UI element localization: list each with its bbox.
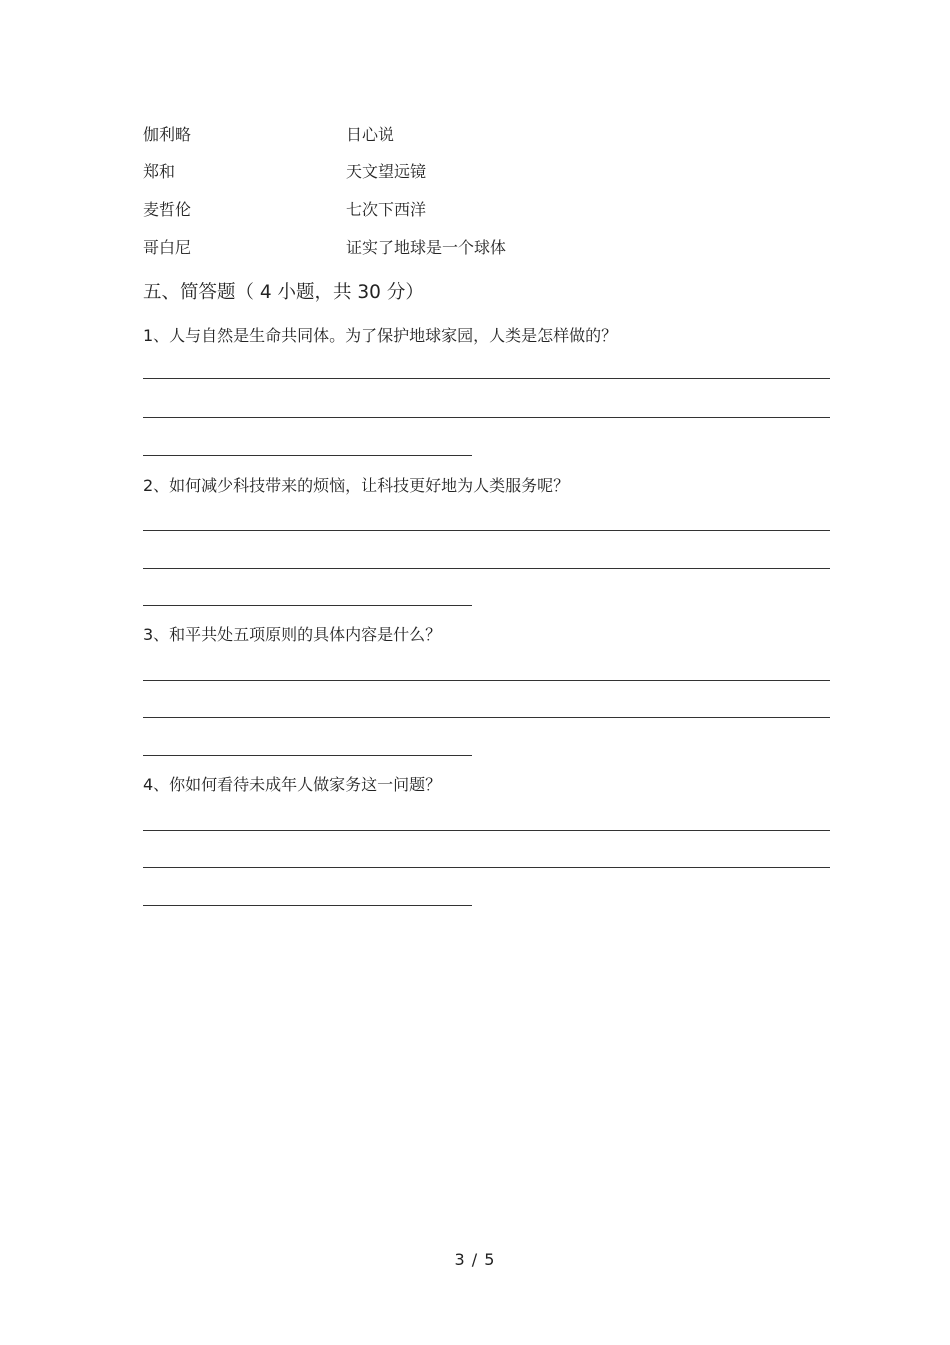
section-title: 五、简答题（ 4 小题，共 30 分） bbox=[143, 282, 424, 303]
answer-line[interactable] bbox=[143, 378, 830, 379]
matching-row bbox=[143, 198, 843, 222]
matching-right-item: 日心说 bbox=[346, 125, 395, 144]
matching-right-item: 天文望远镜 bbox=[346, 162, 427, 181]
matching-left-item: 哥白尼 bbox=[143, 238, 192, 257]
answer-line[interactable] bbox=[143, 680, 830, 681]
matching-left-item: 伽利略 bbox=[143, 125, 192, 144]
answer-line[interactable] bbox=[143, 867, 830, 868]
answer-line[interactable] bbox=[143, 530, 830, 531]
question-2: 2、如何减少科技带来的烦恼，让科技更好地为人类服务呢？ bbox=[143, 476, 570, 495]
matching-row bbox=[143, 236, 843, 260]
answer-line[interactable] bbox=[143, 568, 830, 569]
matching-row bbox=[143, 123, 843, 147]
matching-right-item: 七次下西洋 bbox=[346, 200, 427, 219]
matching-left-item: 麦哲伦 bbox=[143, 200, 192, 219]
answer-line[interactable] bbox=[143, 830, 830, 831]
answer-line[interactable] bbox=[143, 717, 830, 718]
matching-right-item: 证实了地球是一个球体 bbox=[346, 238, 507, 257]
answer-line[interactable] bbox=[143, 905, 472, 906]
question-1: 1、人与自然是生命共同体。为了保护地球家园，人类是怎样做的？ bbox=[143, 326, 618, 345]
page-number: 3 / 5 bbox=[454, 1250, 496, 1269]
answer-line[interactable] bbox=[143, 417, 830, 418]
answer-line[interactable] bbox=[143, 605, 472, 606]
question-4: 4、你如何看待未成年人做家务这一问题？ bbox=[143, 775, 442, 794]
question-3: 3、和平共处五项原则的具体内容是什么？ bbox=[143, 625, 442, 644]
answer-line[interactable] bbox=[143, 755, 472, 756]
answer-line[interactable] bbox=[143, 455, 472, 456]
matching-left-item: 郑和 bbox=[143, 162, 176, 181]
matching-row bbox=[143, 160, 843, 184]
